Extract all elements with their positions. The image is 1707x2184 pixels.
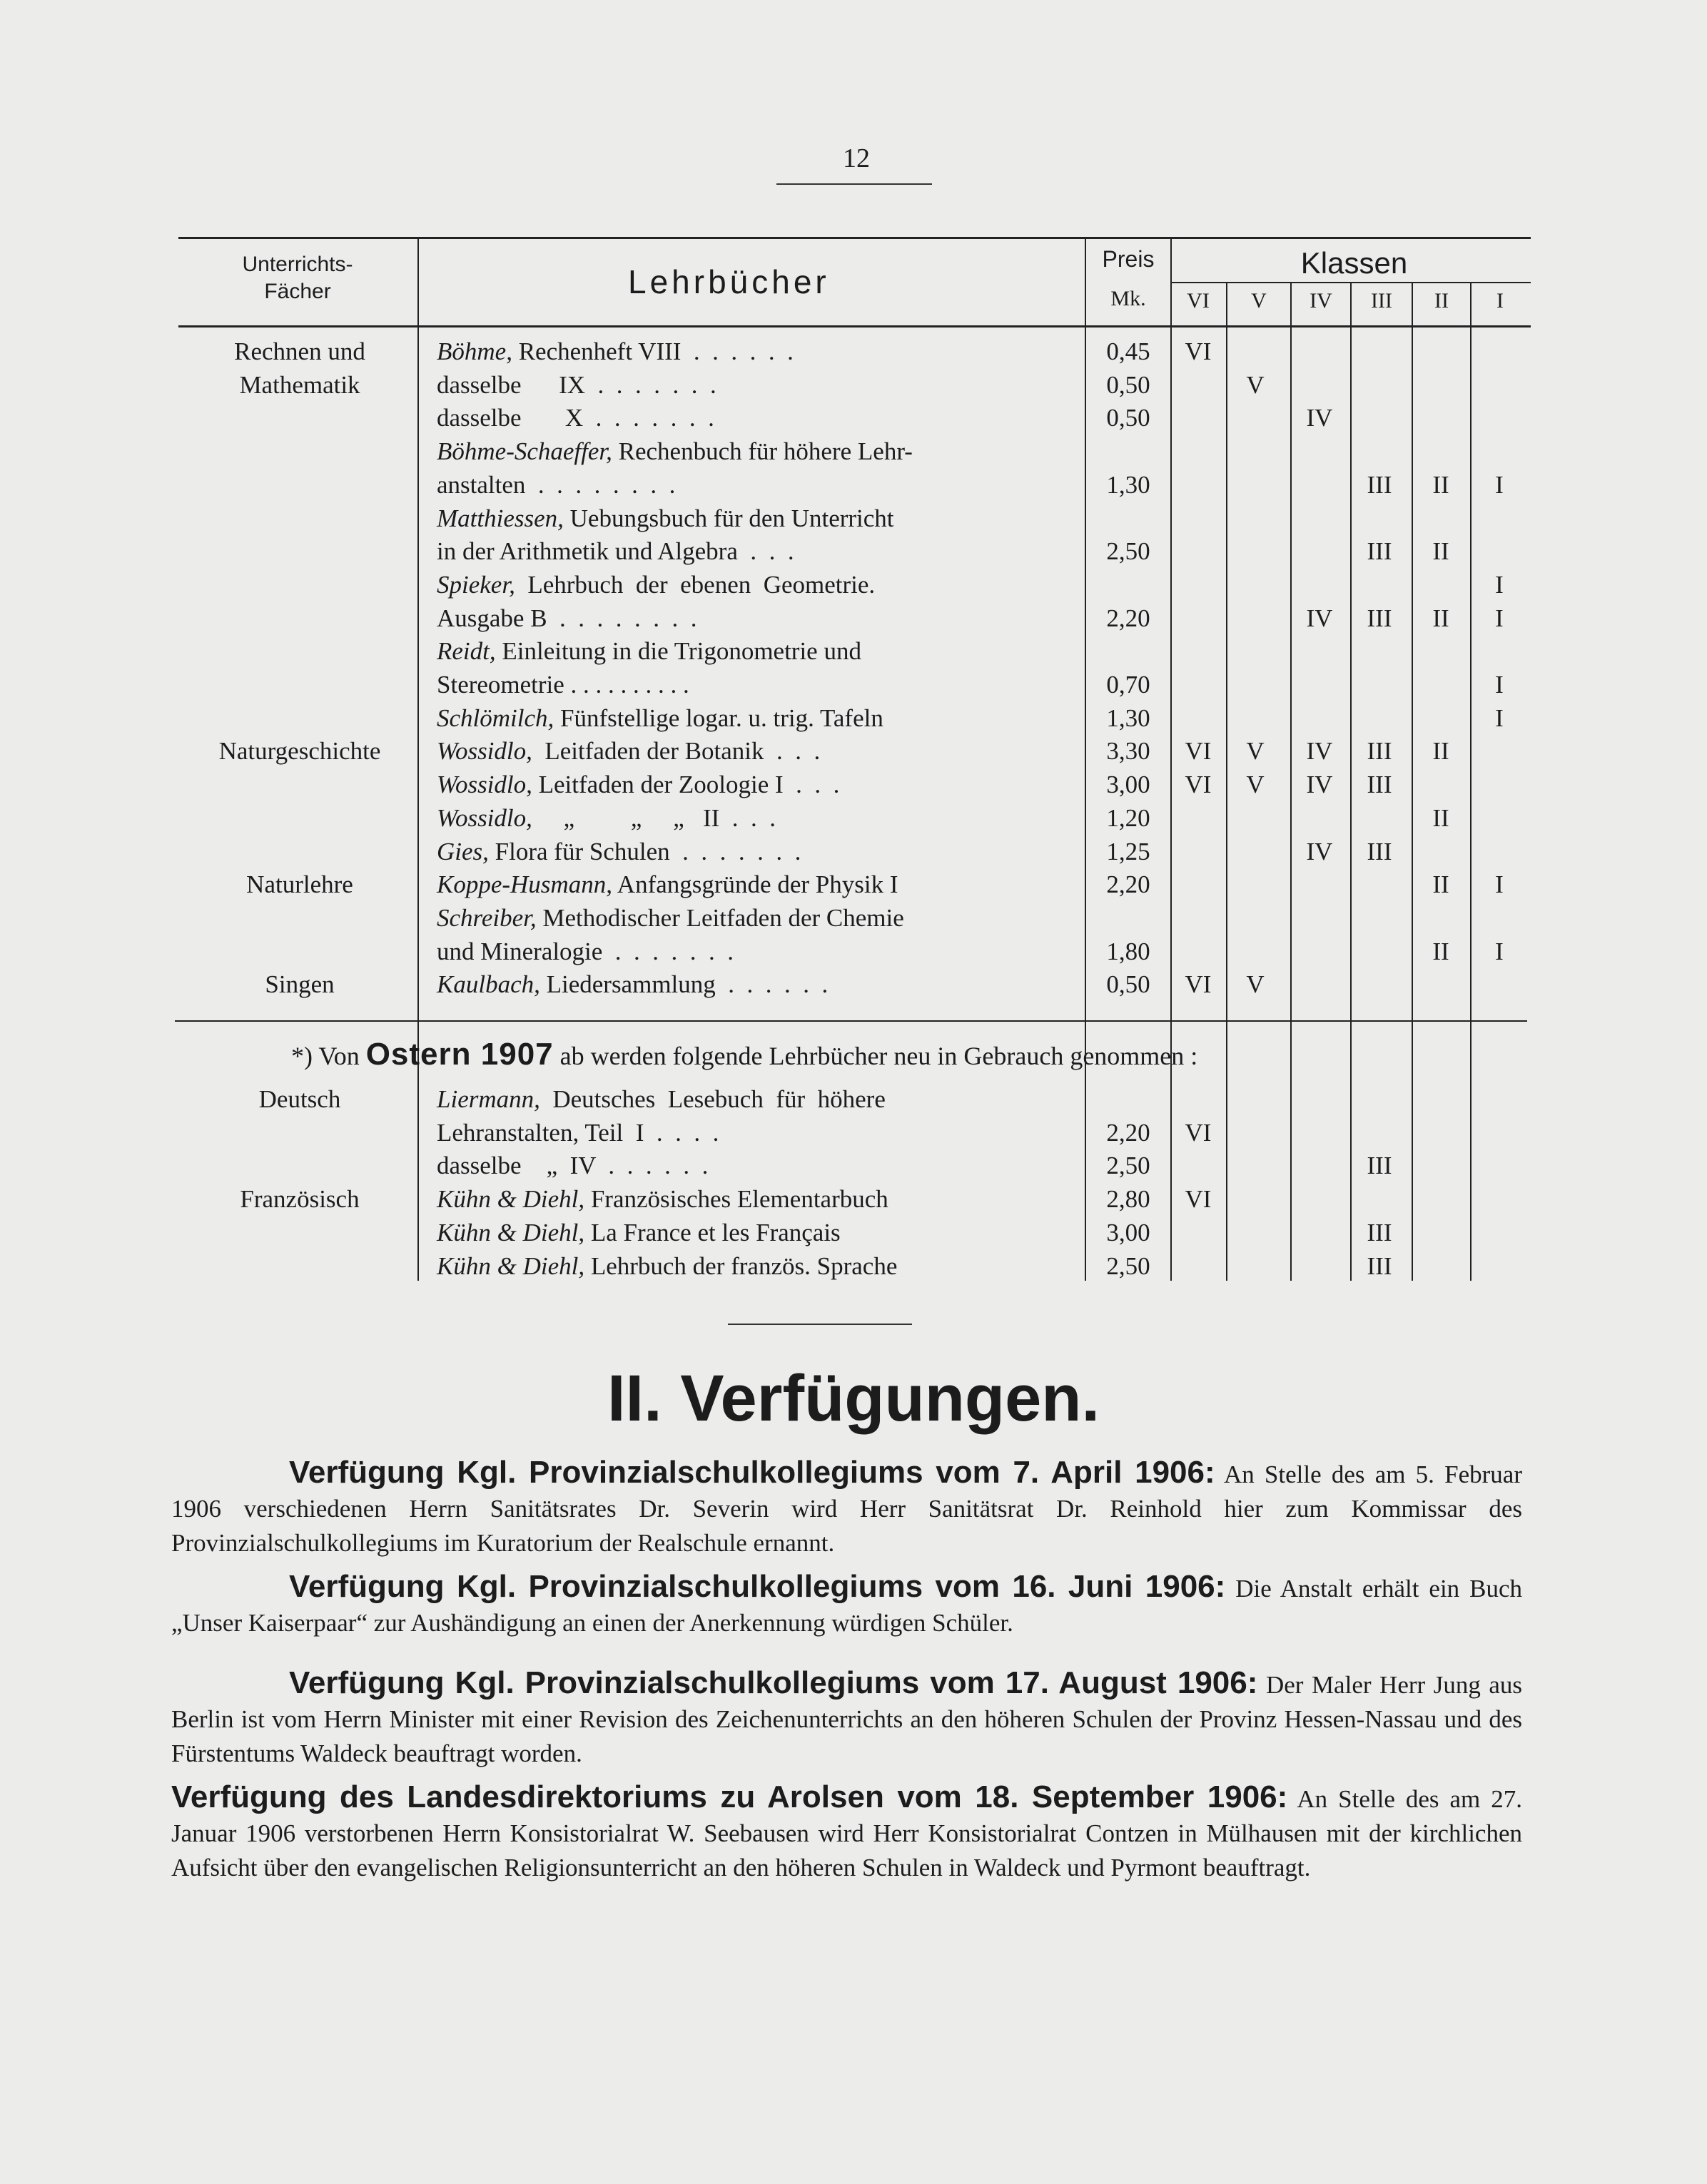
decree-text: Der Maler Herr Jung aus Berlin ist vom Herrn Minister mit einer Revision des Zeichenunterrichts an den höheren Schulen der Provinz Hessen-Nassau und des Fürstentums Waldeck beauftragt worden. <box>171 1671 1523 1767</box>
decree <box>171 1666 1522 1771</box>
subject-cell: Singen <box>265 970 335 999</box>
price-cell: 1,25 <box>1106 837 1150 865</box>
table-row <box>0 1217 1707 1249</box>
table-row <box>0 435 1707 468</box>
table-row <box>0 902 1707 935</box>
price-cell: 1,30 <box>1106 704 1150 732</box>
class-cell: II <box>1432 937 1449 965</box>
price-cell: 0,50 <box>1106 970 1150 999</box>
table-row <box>0 402 1707 435</box>
class-cell: VI <box>1185 737 1212 766</box>
class-cell: V <box>1246 737 1265 766</box>
price-cell: 2,20 <box>1106 1118 1150 1147</box>
class-cell: III <box>1367 537 1392 566</box>
class-cell: IV <box>1306 604 1333 632</box>
decree-heading: Verfügung Kgl. Provinzialschulkollegiums vom 17. August 1906: <box>289 1665 1258 1700</box>
decree-text: Die Anstalt erhält ein Buch „Unser Kaiserpaar“ zur Aushändigung an einen der Anerkennung würdigen Schüler. <box>171 1575 1522 1637</box>
price-cell: 0,45 <box>1106 337 1150 365</box>
header-classes: Klassen <box>1300 246 1408 280</box>
price-cell: 2,50 <box>1106 1152 1150 1180</box>
table-row <box>0 702 1707 735</box>
class-cell: III <box>1367 604 1392 632</box>
page-number: 12 <box>843 143 870 173</box>
decree-text: An Stelle des am 5. Februar 1906 verschiedenen Herrn Sanitätsrates Dr. Severin wird Herr Sanitätsrat Dr. Reinhold hier zum Kommissar des Provinzialschulkollegiums im Kuratorium der Realschule ernannt. <box>171 1461 1522 1557</box>
table-row <box>0 669 1707 701</box>
note-prefix: *) Von <box>291 1042 360 1070</box>
textbook-cell: Reidt, Einleitung in die Trigonometrie und <box>437 637 861 666</box>
textbook-cell: Böhme-Schaeffer, Rechenbuch für höhere Lehr- <box>437 437 913 466</box>
class-cell: V <box>1246 370 1265 399</box>
table-top-rule <box>178 237 1531 239</box>
price-cell: 1,80 <box>1106 937 1150 965</box>
table-row <box>0 502 1707 535</box>
section-rule <box>728 1324 912 1325</box>
class-cell: III <box>1367 737 1392 766</box>
textbook-cell: in der Arithmetik und Algebra . . . <box>437 537 794 566</box>
subject-cell: Naturlehre <box>246 870 353 899</box>
class-label: VI <box>1187 289 1210 313</box>
table-row <box>0 369 1707 402</box>
class-cell: II <box>1432 470 1449 499</box>
price-cell: 3,00 <box>1106 1218 1150 1246</box>
table-row <box>0 535 1707 568</box>
textbook-cell: Wossidlo, „ „ „ II . . . <box>437 803 776 832</box>
table-row <box>0 802 1707 835</box>
table-row <box>0 935 1707 968</box>
note-date: Ostern 1907 <box>365 1037 554 1072</box>
table-row <box>0 635 1707 668</box>
decree-text: An Stelle des am 27. Januar 1906 verstorbenen Herrn Konsistorialrat W. Seebausen wird Herr Konsistorialrat Contzen in Mülhausen mit der kirchlichen Aufsicht über den evangelischen Religionsunterricht an den höheren Schulen in Waldeck und Pyrmont beauftragt. <box>171 1785 1522 1881</box>
subject-cell: Deutsch <box>258 1085 341 1113</box>
subject-cell: Rechnen und <box>234 337 365 365</box>
class-cell: III <box>1367 1218 1392 1246</box>
table-row <box>0 469 1707 502</box>
table-row <box>0 735 1707 768</box>
price-cell: 2,50 <box>1106 1251 1150 1280</box>
price-cell: 0,70 <box>1106 671 1150 699</box>
class-cell: VI <box>1185 337 1212 365</box>
table-row <box>0 968 1707 1001</box>
class-cell: III <box>1367 1251 1392 1280</box>
page-number-rule <box>776 183 932 185</box>
price-cell: 2,20 <box>1106 604 1150 632</box>
header-price: Preis <box>1102 246 1155 272</box>
section-title: II. Verfügungen. <box>607 1362 1100 1435</box>
table-row <box>0 868 1707 901</box>
subject-cell: Mathematik <box>239 370 360 399</box>
textbook-cell: Kühn & Diehl, Französisches Elementarbuch <box>437 1185 888 1214</box>
class-cell: V <box>1246 970 1265 999</box>
textbook-cell: Schlömilch, Fünfstellige logar. u. trig. Tafeln <box>437 704 883 732</box>
table-header-rule <box>178 325 1531 327</box>
class-cell: V <box>1246 771 1265 799</box>
subject-cell: Naturgeschichte <box>218 737 381 766</box>
class-cell: VI <box>1185 1118 1212 1147</box>
class-cell: VI <box>1185 1185 1212 1214</box>
textbook-cell: Wossidlo, Leitfaden der Zoologie I . . . <box>437 771 840 799</box>
decree-heading: Verfügung Kgl. Provinzialschulkollegiums vom 16. Juni 1906: <box>289 1569 1226 1604</box>
class-cell: II <box>1432 604 1449 632</box>
decree-heading: Verfügung Kgl. Provinzialschulkollegiums vom 7. April 1906: <box>289 1455 1215 1490</box>
class-label: III <box>1371 289 1392 313</box>
price-cell: 3,00 <box>1106 771 1150 799</box>
class-label: II <box>1434 289 1449 313</box>
class-cell: II <box>1432 803 1449 832</box>
class-cell: II <box>1432 737 1449 766</box>
header-books: Lehrbücher <box>628 263 830 300</box>
price-cell: 2,80 <box>1106 1185 1150 1214</box>
textbook-cell: Böhme, Rechenheft VIII . . . . . . <box>437 337 794 365</box>
class-cell: I <box>1495 937 1504 965</box>
class-cell: III <box>1367 1152 1392 1180</box>
class-cell: I <box>1495 870 1504 899</box>
header-subjects: Unterrichts- Fächer <box>242 253 353 303</box>
class-cell: I <box>1495 604 1504 632</box>
decree <box>171 1570 1522 1640</box>
table-row <box>0 335 1707 368</box>
price-cell: 1,20 <box>1106 803 1150 832</box>
textbook-cell: Kaulbach, Liedersammlung . . . . . . <box>437 970 829 999</box>
class-cell: III <box>1367 837 1392 865</box>
class-cell: IV <box>1306 771 1333 799</box>
class-cell: I <box>1495 470 1504 499</box>
new-books-note <box>291 1037 1197 1072</box>
class-label: V <box>1251 289 1267 313</box>
price-cell: 0,50 <box>1106 370 1150 399</box>
table-row <box>0 1083 1707 1116</box>
textbook-cell: dasselbe IX . . . . . . . <box>437 370 716 399</box>
decree <box>171 1780 1522 1885</box>
textbook-cell: anstalten . . . . . . . . <box>437 470 676 499</box>
price-cell: 3,30 <box>1106 737 1150 766</box>
textbook-cell: Wossidlo, Leitfaden der Botanik . . . <box>437 737 821 766</box>
class-cell: III <box>1367 771 1392 799</box>
textbook-cell: Koppe-Husmann, Anfangsgründe der Physik I <box>437 870 898 899</box>
decree-heading: Verfügung des Landesdirektoriums zu Arolsen vom 18. September 1906: <box>171 1779 1288 1814</box>
price-cell: 1,30 <box>1106 470 1150 499</box>
class-cell: I <box>1495 671 1504 699</box>
price-cell: 2,50 <box>1106 537 1150 566</box>
table-row <box>0 1117 1707 1149</box>
class-cell: III <box>1367 470 1392 499</box>
textbook-cell: Lehranstalten, Teil I . . . . <box>437 1118 719 1147</box>
textbook-cell: und Mineralogie . . . . . . . <box>437 937 734 965</box>
class-cell: IV <box>1306 837 1333 865</box>
table-row <box>0 1149 1707 1182</box>
table-row <box>0 768 1707 801</box>
header-price-unit: Mk. <box>1110 287 1146 310</box>
textbook-cell: dasselbe X . . . . . . . <box>437 404 714 432</box>
table-row <box>0 835 1707 868</box>
textbook-cell: Matthiessen, Uebungsbuch für den Unterricht <box>437 504 894 532</box>
class-cell: VI <box>1185 771 1212 799</box>
table-row <box>0 1250 1707 1283</box>
table-row <box>0 1183 1707 1216</box>
subject-cell: Französisch <box>240 1185 360 1214</box>
table-row <box>0 569 1707 601</box>
textbook-cell: Kühn & Diehl, La France et les Français <box>437 1218 841 1246</box>
price-cell: 0,50 <box>1106 404 1150 432</box>
textbook-cell: Spieker, Lehrbuch der ebenen Geometrie. <box>437 570 876 599</box>
class-cell: VI <box>1185 970 1212 999</box>
class-label: I <box>1496 289 1504 313</box>
textbook-cell: Gies, Flora für Schulen . . . . . . . <box>437 837 801 865</box>
class-label: IV <box>1310 289 1332 313</box>
textbook-cell: dasselbe „ IV . . . . . . <box>437 1152 709 1180</box>
textbook-cell: Liermann, Deutsches Lesebuch für höhere <box>437 1085 886 1113</box>
textbook-cell: Stereometrie . . . . . . . . . . <box>437 671 689 699</box>
class-cell: II <box>1432 870 1449 899</box>
table-bottom-rule <box>175 1020 1527 1022</box>
textbook-cell: Ausgabe B . . . . . . . . <box>437 604 697 632</box>
class-cell: IV <box>1306 404 1333 432</box>
class-cell: I <box>1495 570 1504 599</box>
class-cell: IV <box>1306 737 1333 766</box>
decree <box>171 1456 1522 1560</box>
class-cell: II <box>1432 537 1449 566</box>
class-cell: I <box>1495 704 1504 732</box>
note-suffix: ab werden folgende Lehrbücher neu in Gebrauch genommen : <box>559 1042 1198 1070</box>
price-cell: 2,20 <box>1106 870 1150 899</box>
textbook-cell: Kühn & Diehl, Lehrbuch der französ. Sprache <box>437 1251 898 1280</box>
table-row <box>0 602 1707 635</box>
textbook-cell: Schreiber, Methodischer Leitfaden der Chemie <box>437 903 904 932</box>
